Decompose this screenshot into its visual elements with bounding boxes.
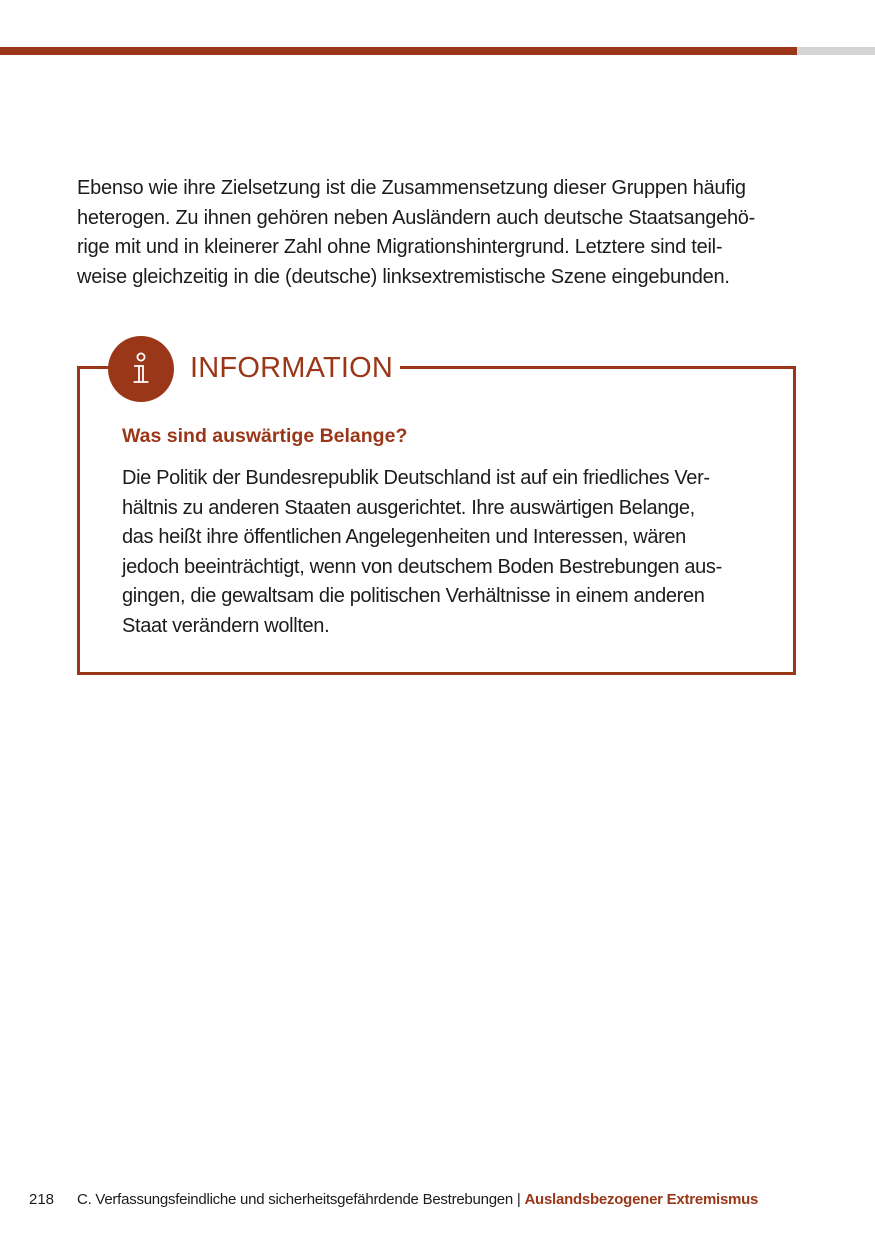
page-number: 218 bbox=[29, 1191, 55, 1208]
top-grey-bar bbox=[797, 47, 875, 55]
paragraph-line: heterogen. Zu ihnen gehören neben Ausländern auch deutsche Staatsangehö- bbox=[77, 206, 756, 229]
footer-chapter-title: Auslandsbezogener Extremismus bbox=[524, 1191, 759, 1208]
footer-separator: | bbox=[512, 1191, 525, 1208]
info-box-label: INFORMATION bbox=[190, 352, 394, 384]
info-text-line: Staat verändern wollten. bbox=[122, 614, 330, 637]
info-text-line: das heißt ihre öffentlichen Angelegenheiten und Interessen, wären bbox=[122, 526, 686, 548]
info-box-text bbox=[122, 464, 772, 641]
paragraph-line: Ebenso wie ihre Zielsetzung ist die Zusammensetzung dieser Gruppen häufig bbox=[77, 177, 746, 199]
info-text-line: hältnis zu anderen Staaten ausgerichtet. Ihre auswärtigen Belange, bbox=[122, 496, 695, 519]
footer-breadcrumb bbox=[77, 1189, 758, 1211]
paragraph-line: rige mit und in kleinerer Zahl ohne Migrationshintergrund. Letztere sind teil- bbox=[77, 236, 723, 258]
footer-section-title: C. Verfassungsfeindliche und sicherheitsgefährdende Bestrebungen bbox=[77, 1191, 513, 1208]
top-accent-bar bbox=[0, 47, 797, 55]
info-icon bbox=[108, 336, 174, 402]
info-text-line: gingen, die gewaltsam die politischen Verhältnisse in einem anderen bbox=[122, 585, 705, 607]
body-paragraph bbox=[77, 174, 802, 292]
info-box-top-border-left bbox=[77, 366, 110, 369]
info-text-line: jedoch beeinträchtigt, wenn von deutschem Boden Bestrebungen aus- bbox=[122, 555, 722, 578]
info-box-top-border-right bbox=[400, 366, 796, 369]
paragraph-line: weise gleichzeitig in die (deutsche) linksextremistische Szene eingebunden. bbox=[77, 265, 730, 288]
info-box-heading: Was sind auswärtige Belange? bbox=[122, 425, 408, 447]
info-text-line: Die Politik der Bundesrepublik Deutschland ist auf ein friedliches Ver- bbox=[122, 467, 710, 489]
